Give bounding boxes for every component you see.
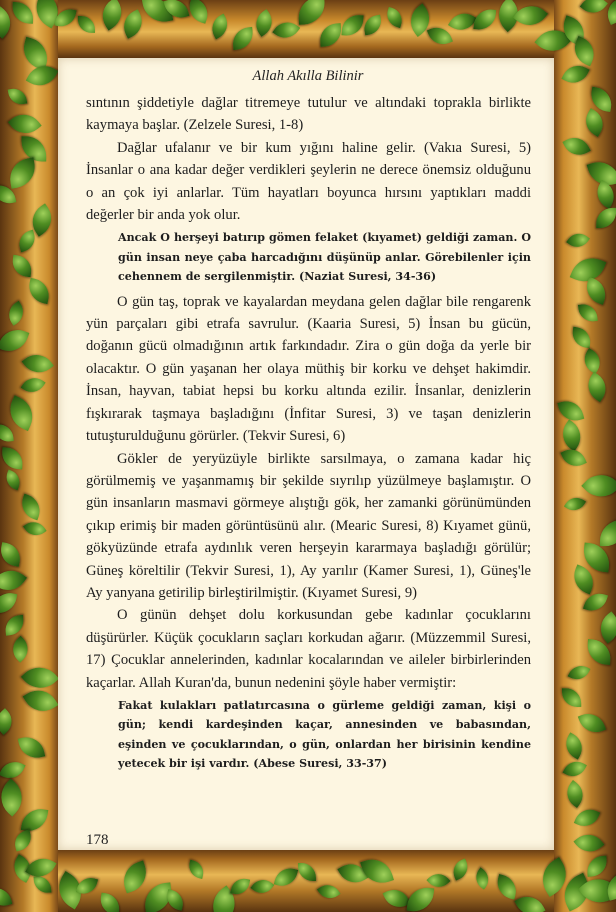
paragraph: sıntının şiddetiyle dağlar titremeye tutulur ve altındaki toprakla birlikte kaymaya başlar. (Zelzele Suresi, 1-8) (86, 95, 531, 134)
page-number: 178 (86, 832, 109, 848)
paragraph: O günün dehşet dolu korkusundan gebe kadınlar çocuklarını düşürürler. Küçük çocukların saçları korkudan ağarır. (Müzzemmil Suresi, 17) Çocuklar annelerinden, kadınlar kocalarından ve aileler birbirlerinden kaçarlar. Allah Kuran'da, bunun nedenini şöyle haber vermiştir: (86, 607, 531, 691)
running-header: Allah Akılla Bilinir (252, 68, 364, 84)
page-body (86, 92, 531, 778)
paragraph: O gün taş, toprak ve kayalardan meydana gelen dağlar bile rengarenk yün parçaları gibi etrafa savrulur. (Kaaria Suresi, 5) İnsan bu gücün, doğanın gücü olmadığının artık farkındadır. Zira o gün doğa da yerle bir olacaktır. O gün yaşanan her olaya müthiş bir korku ve dehşet hakimdir. İnsan, hayvan, tabiat hepsi bu korku altında ezilir. İnsanlar, denizlerin fışkırarak taşmaya başladığını (İnfitar Suresi, 3) ve taşan denizlerin tutuşturulduğunu görürler. (Tekvir Suresi, 6) (86, 293, 531, 445)
paragraph: Gökler de yeryüzüyle birlikte sarsılmaya, o zamana kadar hiç görülmemiş ve yaşanmamış bir şekilde sıyrılıp yüzülmeye başlamıştır. O gün insanların masmavi görmeye alıştığı gök, her zamanki görünümünden çıkıp erimiş bir maden görüntüsünü alır. (Mearic Suresi, 8) Kıyamet günü, gökyüzünde etrafa aydınlık veren herşeyin kararmaya başladığı görülür; Güneş köreltilir (Tekvir Suresi, 1), Ay yarılır (Kamer Suresi, 1), Güneş'le Ay yanyana getirilip birleştirilmiştir. (Kıyamet Suresi, 9) (86, 450, 531, 601)
verse-quote: Fakat kulakları patlatırcasına o gürleme geldiği zaman, kişi o gün; kendi kardeşinden kaçar, annesinden ve babasından, eşinden ve çocuklarından, o gün, onlardan her birisinin kendine yetecek bir işi vardır. (Abese Suresi, 33-37) (118, 698, 531, 771)
verse-quote: Ancak O herşeyi batırıp gömen felaket (kıyamet) geldiği zaman. O gün insan neye çaba harcadığını düşünüp anlar. Görebilenler için cehennem de sergilenmiştir. (Naziat Suresi, 34-36) (118, 231, 531, 284)
paragraph: Dağlar ufalanır ve bir kum yığını haline gelir. (Vakıa Suresi, 5) İnsanlar o ana kadar değer verdikleri şeylerin ne derece önemsiz olduğunu o an çok iyi anlarlar. Tüm hayatları boyunca hırsını yaptıkları maddi değerler bir anda yok olur. (86, 139, 531, 224)
